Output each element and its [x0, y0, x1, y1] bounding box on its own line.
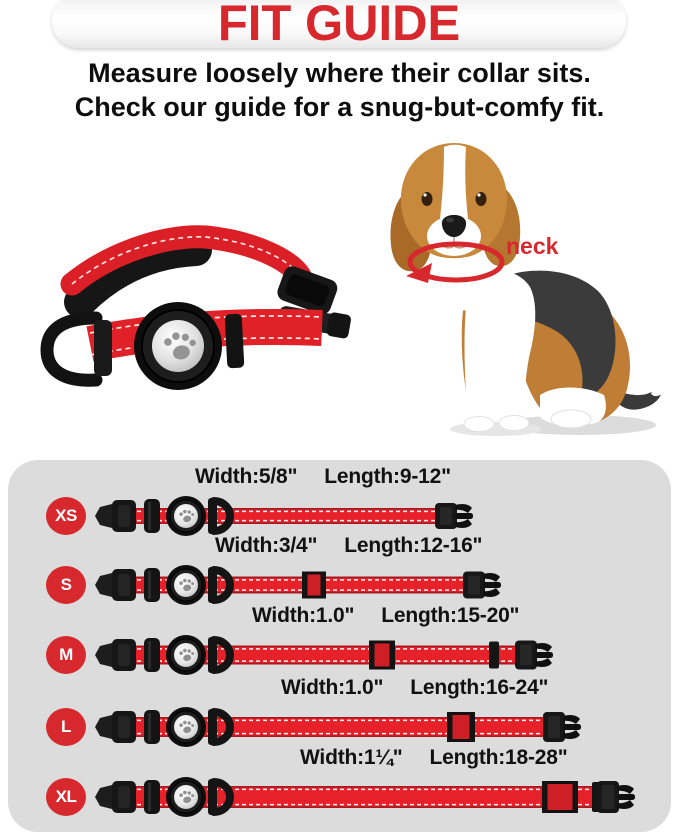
subtitle	[0, 56, 679, 124]
keeper	[144, 568, 160, 602]
eye-glint-left	[423, 193, 426, 196]
collar-illustration-xl	[92, 775, 637, 819]
width-label: Width:1¼"	[300, 746, 403, 769]
collar-illustration-l	[92, 705, 583, 749]
size-badge-s: S	[46, 566, 86, 604]
clasp-right	[463, 572, 501, 599]
size-row-m	[8, 604, 671, 677]
size-badge-xl: XL	[46, 778, 86, 816]
collar-illustration	[92, 633, 555, 677]
keeper	[144, 499, 160, 533]
clasp-right	[435, 503, 473, 529]
collar-illustration	[92, 494, 475, 538]
airtag-holder	[166, 635, 206, 675]
dog-image	[368, 133, 668, 443]
size-row-xs	[8, 465, 671, 538]
dog-tail-tip	[651, 383, 664, 396]
collar-illustration-m	[92, 633, 555, 677]
airtag-holder	[134, 302, 222, 390]
size-badge-l: L	[46, 708, 86, 746]
dog-hind-paw	[551, 410, 591, 428]
size-specs-xs	[195, 465, 451, 489]
width-label: Width:1.0"	[281, 676, 384, 699]
clasp-right	[543, 712, 581, 742]
nose-highlight	[446, 218, 454, 223]
strap	[112, 508, 457, 524]
airtag-holder	[166, 707, 206, 747]
size-row-xl	[8, 746, 671, 819]
collar-keeper	[225, 314, 245, 369]
length-label: Length:15-20"	[381, 604, 520, 627]
size-row-l	[8, 676, 671, 749]
adjuster-slider	[369, 641, 395, 670]
width-label: Width:3/4"	[215, 534, 318, 557]
length-label: Length:9-12"	[324, 465, 451, 488]
collar-illustration	[92, 563, 503, 607]
size-badge-m: M	[46, 636, 86, 674]
collar-product-image	[28, 222, 362, 430]
adjuster-slider	[447, 712, 475, 742]
length-label: Length:12-16"	[344, 534, 483, 557]
collar-illustration-s	[92, 563, 503, 607]
eye-glint-right	[477, 193, 480, 196]
dog-front-paw-right	[499, 416, 529, 431]
clasp-right	[515, 641, 553, 670]
airtag-case-hinge	[94, 320, 112, 376]
subtitle-line-2: Check our guide for a snug-but-comfy fit.	[74, 92, 605, 122]
length-label: Length:18-28"	[429, 746, 568, 769]
size-row-s	[8, 534, 671, 607]
airtag-holder	[166, 777, 206, 817]
collar-illustration-xs	[92, 494, 475, 538]
width-label: Width:5/8"	[195, 465, 298, 488]
width-label: Width:1.0"	[252, 604, 355, 627]
neck-label: neck	[506, 233, 559, 259]
keeper	[144, 780, 160, 814]
airtag-holder	[166, 496, 206, 536]
subtitle-line-1: Measure loosely where their collar sits.	[88, 58, 591, 88]
airtag-holder	[166, 565, 206, 605]
keeper	[144, 638, 160, 672]
dog-eye-right	[476, 192, 487, 206]
adjuster-slider	[302, 572, 326, 599]
size-specs-s	[215, 534, 482, 558]
title-banner	[52, 0, 626, 51]
collar-illustration	[92, 705, 583, 749]
page-title: FIT GUIDE	[217, 0, 461, 51]
dog-front-paw-left	[464, 417, 494, 432]
size-specs-m	[252, 604, 519, 628]
size-specs-l	[281, 676, 548, 700]
dog-eye-left	[422, 192, 433, 206]
collar-illustration	[92, 775, 637, 819]
tri-glide	[489, 642, 499, 669]
size-badge-xs: XS	[46, 497, 86, 535]
size-specs-xl	[300, 746, 568, 770]
size-chart-panel	[8, 460, 671, 832]
adjuster-slider	[542, 781, 578, 813]
clasp-right	[597, 781, 635, 813]
length-label: Length:16-24"	[410, 676, 549, 699]
keeper	[144, 710, 160, 744]
